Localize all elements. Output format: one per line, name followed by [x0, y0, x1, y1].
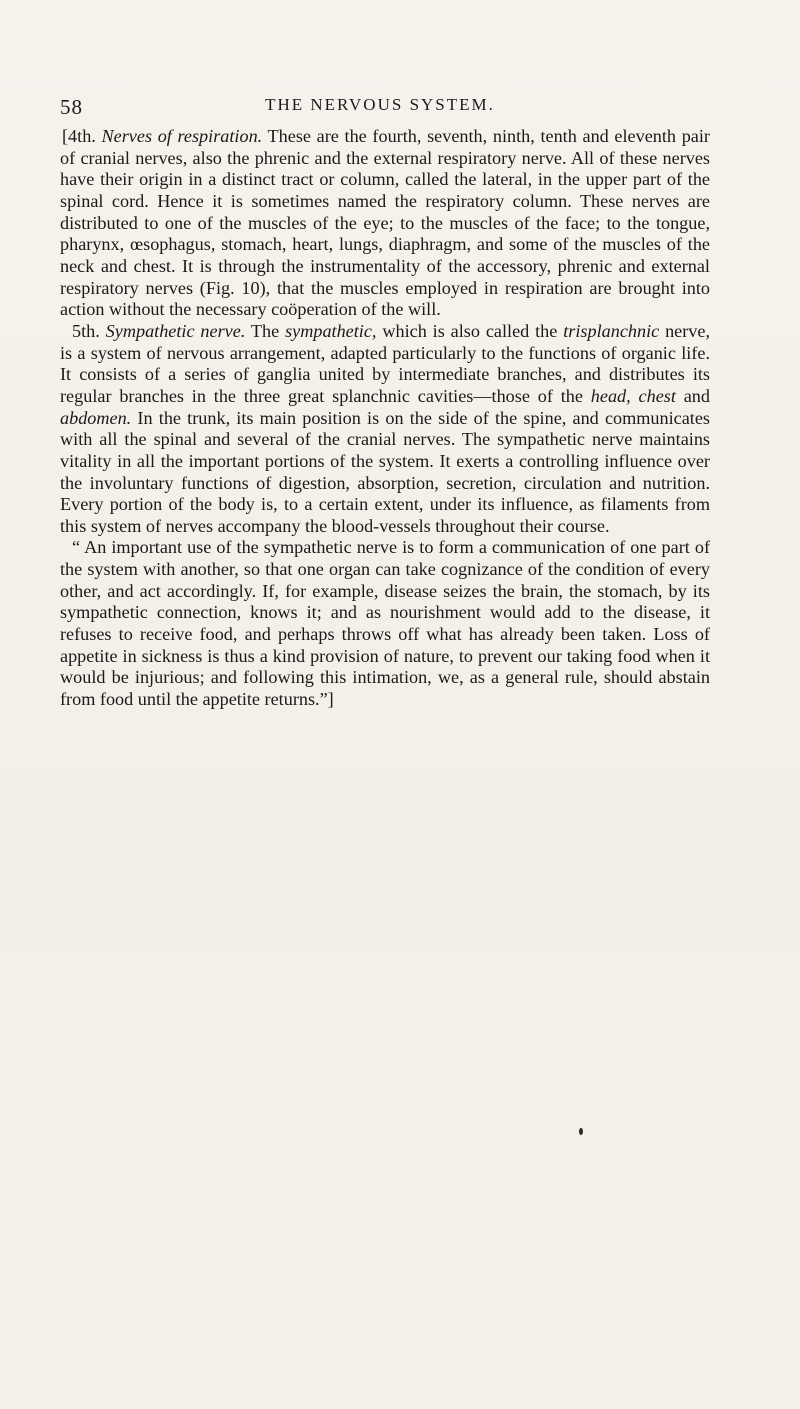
text-segment: and	[675, 385, 710, 406]
page-number: 58	[60, 95, 83, 119]
body-text	[60, 126, 710, 711]
text-segment: 5th.	[72, 320, 106, 341]
text-segment: “ An important use of the sympathetic nerve is to form a communication of one part of the system with another, so that one organ can take cognizance of the condition of every other, and act accordingly. If, for example, disease seizes the brain, the stomach, by its sympathetic connection, knows it; and as nourishment would add to the disease, it refuses to receive food, and perhaps throws off what has already been taken. Loss of appetite in sickness is thus a kind provision of nature, to prevent our taking food when it would be injurious; and following this intimation, we, as a general rule, should abstain from food until the appetite returns.”]	[60, 537, 710, 710]
text-segment: In the trunk, its main position is on the side of the spine, and communicates with all the spinal and several of the cranial nerves. The sympathetic nerve maintains vitality in all the important portions of the system. It exerts a controlling influence over the involuntary functions of digestion, absorption, secretion, circulation and nutrition. Every portion of the body is, to a certain extent, under its influence, as filaments from this system of nerves accompany the blood-vessels throughout their course.	[60, 407, 710, 536]
ink-speck	[579, 1128, 583, 1135]
text-segment: which is also called the	[376, 320, 564, 341]
text-segment-italic: sympathetic,	[285, 320, 377, 341]
paragraph-quotation	[60, 537, 710, 710]
text-segment-italic: Nerves of respiration.	[101, 126, 263, 146]
paragraph-sympathetic-nerve	[60, 321, 710, 538]
text-segment: The	[245, 320, 286, 341]
text-segment-italic: abdomen.	[60, 407, 132, 428]
text-segment: nerve, is a system of nervous arrangement, adapted particularly to the functions of organic life. It consists of a series of ganglia united by intermediate branches, and distributes its regular branches in the three great splanchnic cavities—those of the	[60, 320, 711, 406]
text-segment-italic: head, chest	[590, 385, 676, 406]
paragraph-nerves-of-respiration	[60, 126, 710, 321]
text-segment: [4th.	[62, 126, 102, 146]
text-segment-italic: Sympathetic nerve.	[105, 320, 246, 341]
text-segment: These are the fourth, seventh, ninth, tenth and eleventh pair of cranial nerves, also the phrenic and the external respiratory nerve. All of these nerves have their origin in a distinct tract or column, called the lateral, in the upper part of the spinal cord. Hence it is sometimes named the respiratory column. These nerves are distributed to one of the muscles of the eye; to the muscles of the face; to the tongue, pharynx, œsophagus, stomach, heart, lungs, diaphragm, and some of the muscles of the neck and chest. It is through the instrumentality of the accessory, phrenic and external respiratory nerves (Fig. 10), that the muscles employed in respiration are brought into action without the necessary coöperation of the will.	[60, 126, 710, 320]
running-head	[60, 95, 700, 121]
text-segment-italic: trisplanchnic	[563, 320, 660, 341]
running-title: THE NERVOUS SYSTEM.	[265, 95, 495, 114]
